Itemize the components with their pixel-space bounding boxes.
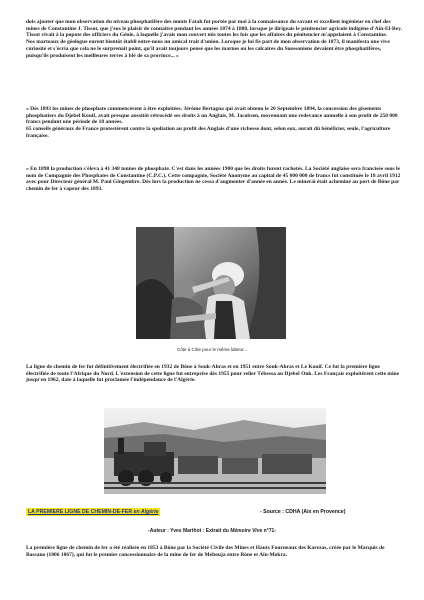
railway-title-suffix: en Algérie [132, 509, 159, 515]
paragraph-first-railway: La première ligne de chemin de fer a été réalisée en 1853 à Bône par la Société Civile des Mines et Hauts Fourneaux des Karezas, créée par le Marquis de Bassano (1806 1867), qui fut le premier concessionnaire de la mine de fer de Mebouja entre Bône et Aïn-Mokra. [26, 545, 385, 558]
author-credit [0, 528, 424, 534]
paragraph-bertagna: « Dès 1893 les mines de phosphate commencèrent à être exploitées. Jérôme Bertagna qui avait obtenu le 20 Septembre 1894, la concession des gisements phosphatiers du Djebel Kouif, avait presque aussitôt rétrocédé ses droits à un Anglais, M. Jacobsen, moyennant une redevance annuelle à son profit de 250 000 francs pendant une période de 18 années. 65 conseils généraux de France protestèrent contre la spoliation au profit des Anglais d'une richesse dont, selon eux, aurait dû bénéficier, seule, l'agriculture française. [26, 106, 398, 139]
locomotive-photo-image [104, 408, 326, 494]
photo-locomotive [104, 408, 326, 494]
source-credit: - Source : CDHA (Aix en Provence) [260, 509, 346, 515]
source-line [26, 508, 406, 516]
miners-photo-image [136, 227, 286, 339]
railway-title: LA PREMIERE LIGNE DE CHEMIN-DE-FER [28, 509, 133, 515]
paragraph-production: « En 1898 la production s'éleva à 41 348 tonnes de phosphate. C'est dans les années 1900 que les droits furent rachetés. La Société anglaise sera francisée sous le nom de Compagnie des Phosphates de Constantine (C.P.C.). Cette compagnie, Société Anonyme au capital de 45 000 000 de francs fut constituée le 18 avril 1912 avec pour Directeur général M. Paul Gingembre. Dès lors la production ne cessa d'augmenter d'année en année. Le minerai était acheminé au port de Bône par chemin de fer à vapeur dès 1893. [26, 166, 401, 193]
photo-caption: Côte à Côte pour le même labeur... [176, 347, 248, 352]
paragraph-tissot: dois ajouter que mon observation du niveau phosphatifère des monts Fatah fut portée par moi à la connaissance du savant et excellent ingénieur en chef des mines de Constantine J. Tissot, que j'eus le plaisir de connaître pendant les années 1874 à 1880, lorsque je dirigeais le pénitencier agricole indigène d'Aïn-El-Bey. Tissot vivait à la popote des officiers du Génie, à laquelle j'avais mon couvert mis toutes les fois que les affaires du pénitencier m'appelaient à Constantine. Nos marteaux de géologue eurent bientôt établi entre-nous un amical trait d'union. Lorsque je lui fis part de mon observation de 1873, il manifesta une vive curiosité et s'écria que cela ne le surprenait point, qu'il avait toujours pensé que les marnes ou les calcaires du Suessoniens devaient être phosphatifères, puisqu'ils produisent les meilleures terres à blé de sa province... » [26, 19, 402, 59]
author-prefix: -Auteur : Yves Marthot : Extrait du [148, 528, 231, 534]
railway-title-highlight [26, 508, 160, 516]
paragraph-electrification: La ligne de chemin de fer fut définitivement électrifiée en 1932 de Bône à Souk-Ahras et en 1951 entre Souk-Ahras et Le Kouif. Ce fut la première ligne électrifiée de toute l'Afrique du Nord. L'extension de cette ligne fut entreprise dès 1955 pour relier Tébessa au Djebel Onk. Les Français exploitèrent cette mine jusqu'en 1962, date à laquelle fut proclamée l'indépendance de l'Algérie. [26, 364, 400, 384]
photo-miners [136, 227, 286, 339]
author-work-title: Mémoire Vive [230, 528, 263, 534]
author-suffix: n°71- [262, 528, 276, 534]
